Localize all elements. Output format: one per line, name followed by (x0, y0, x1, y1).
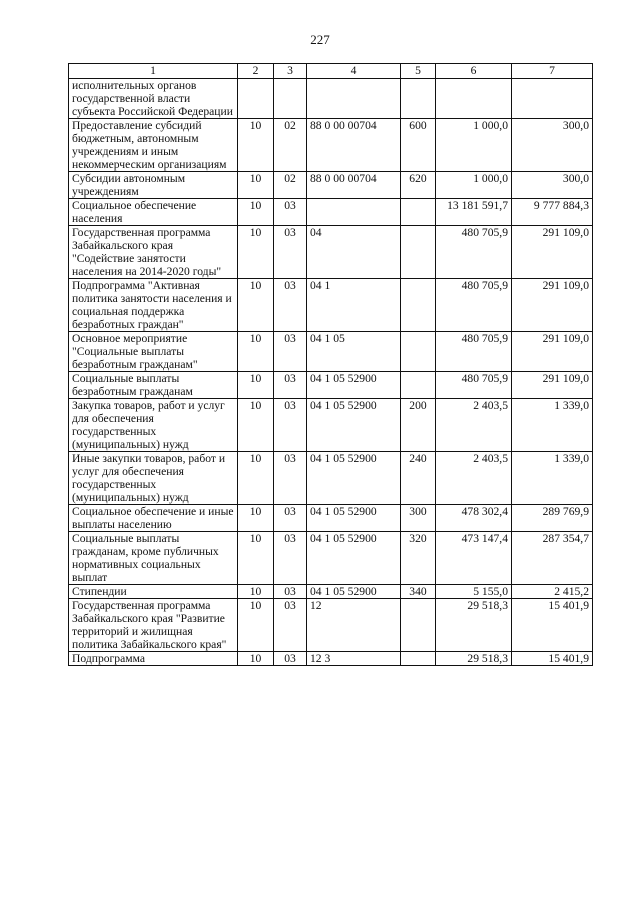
amount-2-cell: 300,0 (512, 119, 593, 172)
subsection-code-cell: 03 (274, 652, 307, 666)
column-header-4: 4 (307, 64, 401, 79)
expense-type-cell: 320 (401, 532, 436, 585)
amount-1-cell: 480 705,9 (436, 332, 512, 372)
section-code-cell: 10 (238, 199, 274, 226)
amount-1-cell: 1 000,0 (436, 172, 512, 199)
section-code-cell: 10 (238, 585, 274, 599)
table-row (69, 199, 593, 226)
name-cell: Государственная программа Забайкальского края "Развитие территорий и жилищная политика Забайкальского края" (69, 599, 238, 652)
amount-1-cell: 29 518,3 (436, 599, 512, 652)
amount-2-cell: 291 109,0 (512, 332, 593, 372)
subsection-code-cell: 03 (274, 399, 307, 452)
section-code-cell: 10 (238, 172, 274, 199)
amount-2-cell: 9 777 884,3 (512, 199, 593, 226)
amount-1-cell (436, 79, 512, 119)
amount-2-cell: 15 401,9 (512, 652, 593, 666)
subsection-code-cell (274, 79, 307, 119)
section-code-cell: 10 (238, 399, 274, 452)
table-body (69, 64, 593, 666)
subsection-code-cell: 03 (274, 199, 307, 226)
expense-type-cell (401, 599, 436, 652)
name-cell: Закупка товаров, работ и услуг для обеспечения государственных (муниципальных) нужд (69, 399, 238, 452)
table-row (69, 452, 593, 505)
name-cell: Государственная программа Забайкальского края "Содействие занятости населения на 2014-2020 годы" (69, 226, 238, 279)
target-article-cell: 04 1 (307, 279, 401, 332)
amount-2-cell: 287 354,7 (512, 532, 593, 585)
column-header-5: 5 (401, 64, 436, 79)
amount-1-cell: 480 705,9 (436, 226, 512, 279)
expense-type-cell (401, 372, 436, 399)
name-cell: Социальное обеспечение населения (69, 199, 238, 226)
target-article-cell: 04 1 05 52900 (307, 585, 401, 599)
target-article-cell (307, 199, 401, 226)
amount-2-cell: 2 415,2 (512, 585, 593, 599)
subsection-code-cell: 02 (274, 172, 307, 199)
amount-1-cell: 5 155,0 (436, 585, 512, 599)
table-row (69, 585, 593, 599)
subsection-code-cell: 03 (274, 505, 307, 532)
name-cell: Социальное обеспечение и иные выплаты населению (69, 505, 238, 532)
expense-type-cell: 200 (401, 399, 436, 452)
subsection-code-cell: 03 (274, 452, 307, 505)
column-header-6: 6 (436, 64, 512, 79)
budget-table (68, 63, 593, 666)
subsection-code-cell: 02 (274, 119, 307, 172)
target-article-cell: 04 (307, 226, 401, 279)
amount-2-cell: 291 109,0 (512, 372, 593, 399)
amount-2-cell: 1 339,0 (512, 452, 593, 505)
page-number: 227 (310, 32, 330, 47)
name-cell: Социальные выплаты безработным гражданам (69, 372, 238, 399)
expense-type-cell: 340 (401, 585, 436, 599)
expense-type-cell (401, 279, 436, 332)
section-code-cell (238, 79, 274, 119)
name-cell: Подпрограмма (69, 652, 238, 666)
amount-2-cell: 1 339,0 (512, 399, 593, 452)
column-header-2: 2 (238, 64, 274, 79)
expense-type-cell (401, 226, 436, 279)
amount-2-cell (512, 79, 593, 119)
expense-type-cell: 600 (401, 119, 436, 172)
name-cell: исполнительных органов государственной власти субъекта Российской Федерации (69, 79, 238, 119)
amount-1-cell: 2 403,5 (436, 399, 512, 452)
subsection-code-cell: 03 (274, 279, 307, 332)
table-row (69, 505, 593, 532)
target-article-cell: 88 0 00 00704 (307, 119, 401, 172)
amount-1-cell: 480 705,9 (436, 279, 512, 332)
name-cell: Социальные выплаты гражданам, кроме публичных нормативных социальных выплат (69, 532, 238, 585)
amount-1-cell: 13 181 591,7 (436, 199, 512, 226)
table-row (69, 226, 593, 279)
amount-1-cell: 1 000,0 (436, 119, 512, 172)
section-code-cell: 10 (238, 452, 274, 505)
subsection-code-cell: 03 (274, 585, 307, 599)
target-article-cell: 04 1 05 52900 (307, 452, 401, 505)
table-row (69, 599, 593, 652)
section-code-cell: 10 (238, 119, 274, 172)
expense-type-cell: 620 (401, 172, 436, 199)
expense-type-cell (401, 79, 436, 119)
subsection-code-cell: 03 (274, 226, 307, 279)
expense-type-cell: 240 (401, 452, 436, 505)
amount-1-cell: 480 705,9 (436, 372, 512, 399)
expense-type-cell (401, 652, 436, 666)
amount-2-cell: 291 109,0 (512, 279, 593, 332)
section-code-cell: 10 (238, 532, 274, 585)
expense-type-cell (401, 332, 436, 372)
target-article-cell: 04 1 05 52900 (307, 372, 401, 399)
table-row (69, 372, 593, 399)
amount-2-cell: 289 769,9 (512, 505, 593, 532)
expense-type-cell (401, 199, 436, 226)
table-row (69, 279, 593, 332)
target-article-cell: 04 1 05 52900 (307, 532, 401, 585)
name-cell: Стипендии (69, 585, 238, 599)
target-article-cell (307, 79, 401, 119)
table-row (69, 172, 593, 199)
section-code-cell: 10 (238, 332, 274, 372)
table-row (69, 332, 593, 372)
target-article-cell: 04 1 05 (307, 332, 401, 372)
name-cell: Подпрограмма "Активная политика занятости населения и социальная поддержка безработных граждан" (69, 279, 238, 332)
column-header-1: 1 (69, 64, 238, 79)
amount-2-cell: 15 401,9 (512, 599, 593, 652)
section-code-cell: 10 (238, 226, 274, 279)
name-cell: Субсидии автономным учреждениям (69, 172, 238, 199)
section-code-cell: 10 (238, 372, 274, 399)
name-cell: Основное мероприятие "Социальные выплаты безработным гражданам" (69, 332, 238, 372)
target-article-cell: 04 1 05 52900 (307, 505, 401, 532)
section-code-cell: 10 (238, 599, 274, 652)
amount-1-cell: 29 518,3 (436, 652, 512, 666)
table-row (69, 532, 593, 585)
amount-1-cell: 2 403,5 (436, 452, 512, 505)
amount-1-cell: 473 147,4 (436, 532, 512, 585)
target-article-cell: 12 3 (307, 652, 401, 666)
target-article-cell: 12 (307, 599, 401, 652)
subsection-code-cell: 03 (274, 372, 307, 399)
expense-type-cell: 300 (401, 505, 436, 532)
table-row (69, 399, 593, 452)
column-header-7: 7 (512, 64, 593, 79)
amount-2-cell: 300,0 (512, 172, 593, 199)
section-code-cell: 10 (238, 279, 274, 332)
section-code-cell: 10 (238, 505, 274, 532)
subsection-code-cell: 03 (274, 532, 307, 585)
table-row (69, 119, 593, 172)
amount-1-cell: 478 302,4 (436, 505, 512, 532)
subsection-code-cell: 03 (274, 599, 307, 652)
table-row (69, 652, 593, 666)
target-article-cell: 04 1 05 52900 (307, 399, 401, 452)
name-cell: Предоставление субсидий бюджетным, автономным учреждениям и иным некоммерческим организациям (69, 119, 238, 172)
target-article-cell: 88 0 00 00704 (307, 172, 401, 199)
table-row (69, 79, 593, 119)
header-row (69, 64, 593, 79)
amount-2-cell: 291 109,0 (512, 226, 593, 279)
section-code-cell: 10 (238, 652, 274, 666)
column-header-3: 3 (274, 64, 307, 79)
subsection-code-cell: 03 (274, 332, 307, 372)
name-cell: Иные закупки товаров, работ и услуг для обеспечения государственных (муниципальных) нужд (69, 452, 238, 505)
